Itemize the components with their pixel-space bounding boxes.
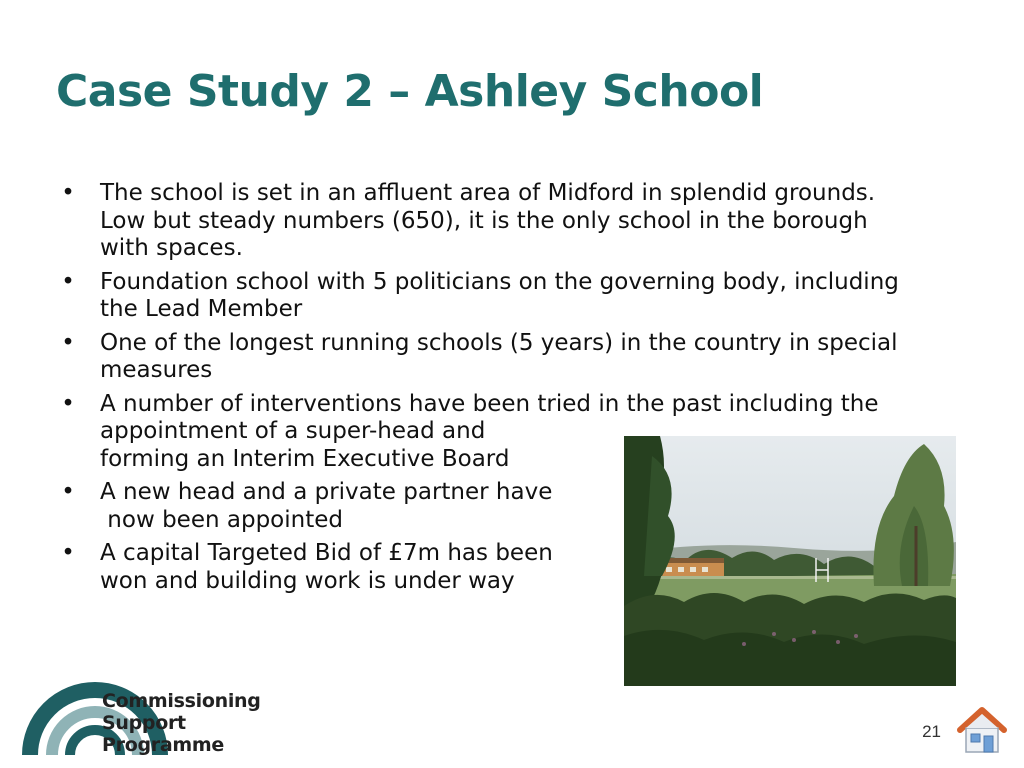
page-number: 21 [922,722,941,741]
bullet-text-line: The school is set in an affluent area of Midford in splendid grounds. [100,180,876,206]
slide-title: Case Study 2 – Ashley School [56,66,764,117]
bullet-text-line: A capital Targeted Bid of £7m has been [100,540,553,566]
bullet-text-line: forming an Interim Executive Board [100,445,510,472]
logo-text-line: Support [102,712,186,734]
bullet-item [58,330,988,385]
bullet-text-line: appointment of a super-head and [100,418,486,444]
bullet-text-line: measures [100,357,213,383]
logo-wordmark [102,690,261,756]
bullet-marker: • [61,390,75,417]
bullet-marker: • [61,540,75,566]
bullet-item [58,180,988,263]
bullet-text-line: with spaces. [100,235,243,261]
photo-illustration [624,436,956,686]
bullet-text-line: now been appointed [100,506,343,533]
bullet-text-line: A number of interventions have been tried in the past including the [100,390,879,417]
home-icon[interactable] [954,704,1010,756]
bullet-marker: • [61,479,75,505]
bullet-text-line: One of the longest running schools (5 years) in the country in special [100,329,898,356]
bullet-text-line: won and building work is under way [100,567,515,594]
bullet-marker: • [61,268,75,295]
logo-text-line: Commissioning [102,690,261,712]
bullet-text-line: A new head and a private partner have [100,479,553,505]
bullet-text-line: Foundation school with 5 politicians on the governing body, including [100,268,899,295]
bullet-marker: • [61,180,75,206]
bullet-marker: • [61,329,75,356]
school-grounds-photo [624,436,956,686]
bullet-item [58,269,988,324]
bullet-text-line: Low but steady numbers (650), it is the only school in the borough [100,207,868,234]
logo-text-line: Programme [102,734,224,756]
bullet-text-line: the Lead Member [100,296,303,322]
